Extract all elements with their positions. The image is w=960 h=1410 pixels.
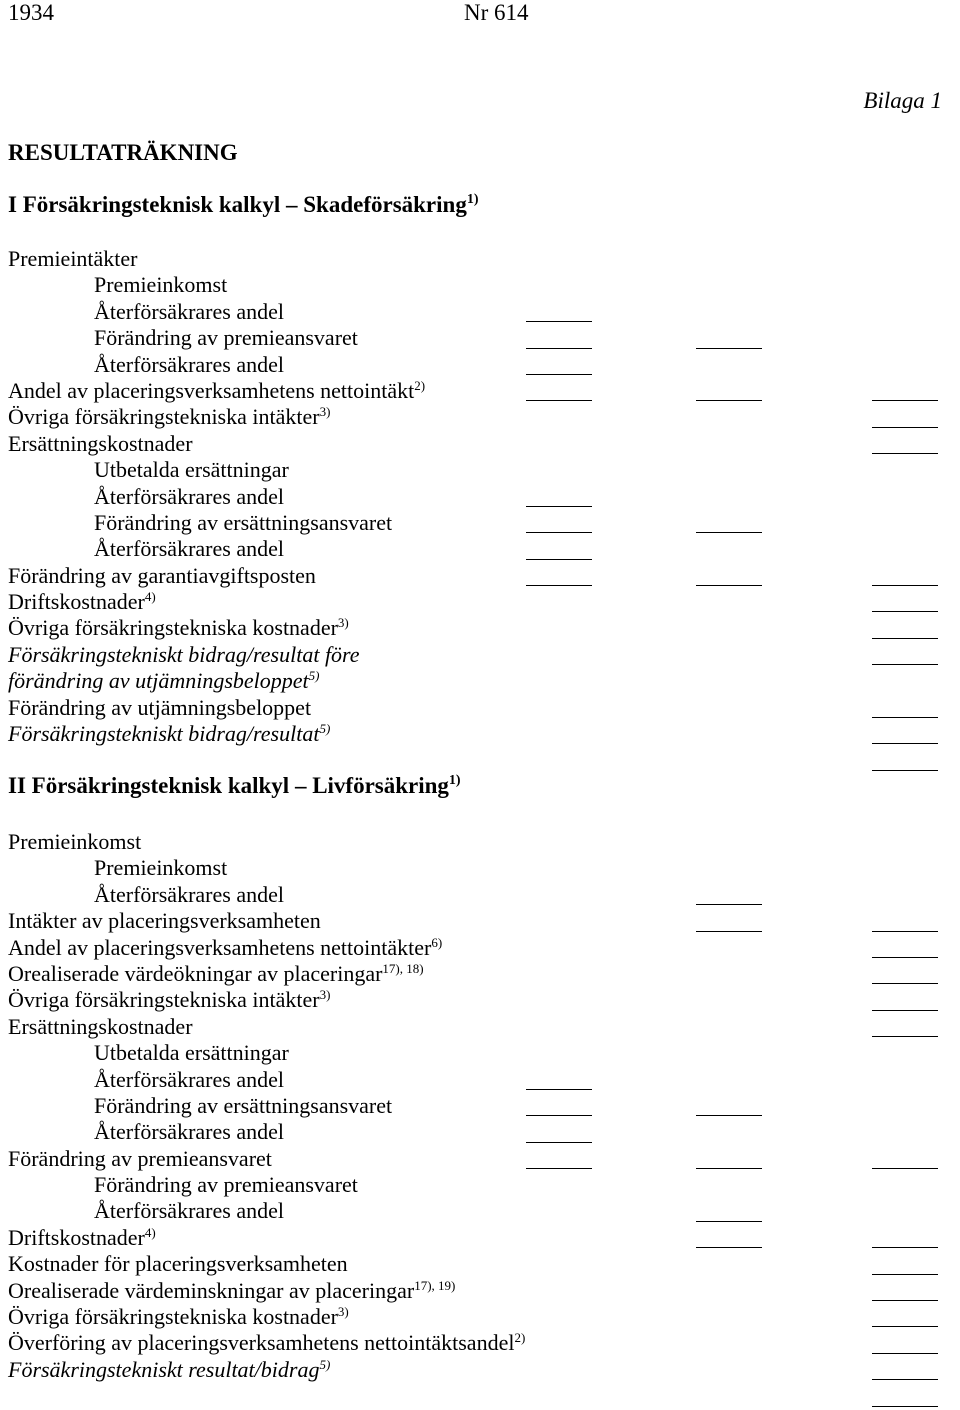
amount-blank-line — [872, 743, 938, 744]
line-item-label: Återförsäkrares andel — [94, 536, 284, 562]
page-year: 1934 — [8, 0, 54, 25]
footnote-ref: 5) — [308, 668, 320, 684]
amount-blank-line — [872, 1168, 938, 1169]
amount-blank-line — [872, 957, 938, 958]
amount-blank-line — [872, 770, 938, 771]
line-item-label: Premieinkomst — [94, 855, 228, 881]
line-item — [8, 272, 960, 298]
document-title: RESULTATRÄKNING — [8, 140, 238, 165]
amount-blank-line — [696, 1221, 762, 1222]
amount-blank-line — [526, 532, 592, 533]
line-item — [8, 987, 960, 1013]
line-item — [8, 1357, 960, 1383]
line-item — [8, 404, 960, 430]
footnote-ref: 4) — [144, 589, 156, 605]
line-item-label: Försäkringstekniskt bidrag/resultat före — [8, 641, 360, 667]
line-item-label: Återförsäkrares andel — [94, 483, 284, 509]
line-item — [8, 1146, 960, 1172]
amount-blank-line — [872, 664, 938, 665]
footnote-ref: 6) — [431, 934, 443, 950]
amount-blank-line — [872, 1247, 938, 1248]
line-item-label: Förändring av garantiavgiftsposten — [8, 562, 316, 588]
amount-blank-line — [872, 427, 938, 428]
line-item-label: Driftskostnader$^{4)}$ — [8, 589, 156, 615]
line-item — [8, 352, 960, 378]
line-item-label: Premieinkomst — [94, 272, 228, 298]
amount-blank-line — [872, 585, 938, 586]
line-item-label: förändring av utjämningsbeloppet$^{5)}$ — [8, 668, 320, 694]
line-item-label: Kostnader för placeringsverksamheten — [8, 1251, 348, 1277]
line-item-label: Andel av placeringsverksamhetens nettointäkter$^{6)}$ — [8, 934, 443, 960]
appendix-label: Bilaga 1 — [863, 88, 942, 113]
amount-blank-line — [696, 1115, 762, 1116]
amount-blank-line — [526, 374, 592, 375]
line-item-label: Överföring av placeringsverksamhetens nettointäktsandel$^{2)}$ — [8, 1330, 526, 1356]
line-item — [8, 325, 960, 351]
heading-footnote: 1) — [466, 192, 479, 207]
section-heading-life: II Försäkringsteknisk kalkyl – Livförsäkring$^{1)}$ — [8, 773, 461, 798]
amount-blank-line — [526, 559, 592, 560]
line-item — [8, 1172, 960, 1198]
line-item — [8, 589, 960, 615]
footnote-ref: 2) — [414, 377, 426, 393]
page-number: Nr 614 — [464, 0, 529, 25]
amount-blank-line — [872, 717, 938, 718]
line-item-label: Övriga försäkringstekniska intäkter$^{3)}$ — [8, 987, 331, 1013]
footnote-ref: 3) — [337, 1304, 349, 1320]
line-item — [8, 563, 960, 589]
non-life-rows — [8, 246, 960, 774]
amount-blank-line — [526, 1115, 592, 1116]
line-item-label: Förändring av premieansvaret — [94, 325, 358, 351]
line-item — [8, 935, 960, 961]
line-item-label: Utbetalda ersättningar — [94, 1040, 289, 1066]
line-item-label: Återförsäkrares andel — [94, 1066, 284, 1092]
line-item-label: Andel av placeringsverksamhetens nettointäkt$^{2)}$ — [8, 377, 426, 403]
line-item — [8, 484, 960, 510]
footnote-ref: 3) — [319, 987, 331, 1003]
footnote-ref: 3) — [319, 404, 331, 420]
line-item — [8, 1119, 960, 1145]
amount-blank-line — [872, 1379, 938, 1380]
line-item — [8, 1330, 960, 1356]
amount-blank-line — [696, 931, 762, 932]
amount-blank-line — [526, 321, 592, 322]
line-item — [8, 246, 960, 272]
life-rows — [8, 829, 960, 1410]
amount-blank-line — [526, 1089, 592, 1090]
heading-footnote: 1) — [448, 773, 461, 788]
amount-blank-line — [526, 348, 592, 349]
line-item-label: Förändring av ersättningsansvaret — [94, 1092, 393, 1118]
amount-blank-line — [872, 983, 938, 984]
amount-blank-line — [696, 1168, 762, 1169]
line-item-label: Övriga försäkringstekniska kostnader$^{3)}$ — [8, 615, 349, 641]
amount-blank-line — [526, 506, 592, 507]
line-item-label: Premieintäkter — [8, 246, 138, 271]
line-item-label: Övriga försäkringstekniska intäkter$^{3)}$ — [8, 404, 331, 430]
amount-blank-line — [696, 532, 762, 533]
line-item-label: Återförsäkrares andel — [94, 1119, 284, 1145]
line-item — [8, 961, 960, 987]
line-item — [8, 642, 960, 668]
line-item-label: Utbetalda ersättningar — [94, 457, 289, 483]
amount-blank-line — [526, 1142, 592, 1143]
line-item-label: Orealiserade värdeminskningar av placeringar$^{17), 19)}$ — [8, 1277, 456, 1303]
section-heading-non-life: I Försäkringsteknisk kalkyl – Skadeförsäkring$^{1)}$ — [8, 192, 479, 217]
line-item — [8, 457, 960, 483]
line-item — [8, 668, 960, 694]
footnote-ref: 5) — [319, 721, 331, 737]
amount-blank-line — [872, 1406, 938, 1407]
line-item — [8, 721, 960, 747]
line-item — [8, 1225, 960, 1251]
line-item — [8, 1278, 960, 1304]
amount-blank-line — [696, 904, 762, 905]
line-item-label: Förändring av ersättningsansvaret — [94, 509, 393, 535]
amount-blank-line — [872, 1300, 938, 1301]
line-item — [8, 510, 960, 536]
amount-blank-line — [872, 1036, 938, 1037]
amount-blank-line — [872, 400, 938, 401]
footnote-ref: 2) — [514, 1330, 526, 1346]
line-item-label: Övriga försäkringstekniska kostnader$^{3)}$ — [8, 1304, 349, 1330]
line-item — [8, 1251, 960, 1277]
line-item — [8, 1040, 960, 1066]
amount-blank-line — [696, 585, 762, 586]
amount-blank-line — [696, 400, 762, 401]
line-item — [8, 829, 960, 855]
line-item — [8, 299, 960, 325]
line-item-label: Återförsäkrares andel — [94, 351, 284, 377]
line-item-label: Förändring av premieansvaret — [8, 1145, 272, 1171]
amount-blank-line — [872, 1274, 938, 1275]
closing-line-row — [8, 747, 960, 773]
line-item-label: Ersättningskostnader — [8, 430, 193, 456]
line-item-label: Återförsäkrares andel — [94, 1198, 284, 1224]
line-item-label: Förändring av premieansvaret — [94, 1172, 358, 1198]
footnote-ref: 17), 18) — [382, 960, 424, 976]
line-item — [8, 1304, 960, 1330]
line-item — [8, 1093, 960, 1119]
line-item — [8, 908, 960, 934]
amount-blank-line — [872, 931, 938, 932]
amount-blank-line — [872, 1353, 938, 1354]
footnote-ref: 17), 19) — [414, 1277, 456, 1293]
line-item-label: Orealiserade värdeökningar av placeringar$^{17), 18)}$ — [8, 960, 424, 986]
line-item — [8, 1067, 960, 1093]
line-item — [8, 615, 960, 641]
line-item — [8, 855, 960, 881]
footnote-ref: 4) — [144, 1224, 156, 1240]
line-item — [8, 431, 960, 457]
line-item-label: Förändring av utjämningsbeloppet — [8, 694, 312, 720]
closing-line-row — [8, 1383, 960, 1409]
line-item — [8, 536, 960, 562]
footnote-ref: 5) — [319, 1356, 331, 1372]
line-item-label: Återförsäkrares andel — [94, 298, 284, 324]
line-item — [8, 1198, 960, 1224]
line-item-label: Premieinkomst — [8, 829, 142, 854]
amount-blank-line — [526, 1168, 592, 1169]
amount-blank-line — [872, 1326, 938, 1327]
line-item — [8, 378, 960, 404]
amount-blank-line — [872, 638, 938, 639]
line-item — [8, 882, 960, 908]
line-item-label: Ersättningskostnader — [8, 1013, 193, 1039]
footnote-ref: 3) — [337, 615, 349, 631]
line-item — [8, 1014, 960, 1040]
line-item-label: Återförsäkrares andel — [94, 881, 284, 907]
line-item-label: Försäkringstekniskt resultat/bidrag$^{5)}$ — [8, 1356, 331, 1382]
line-item-label: Driftskostnader$^{4)}$ — [8, 1224, 156, 1250]
amount-blank-line — [526, 585, 592, 586]
amount-blank-line — [872, 1010, 938, 1011]
amount-blank-line — [696, 1247, 762, 1248]
line-item — [8, 695, 960, 721]
amount-blank-line — [872, 611, 938, 612]
amount-blank-line — [696, 348, 762, 349]
line-item-label: Försäkringstekniskt bidrag/resultat$^{5)}$ — [8, 721, 331, 747]
line-item-label: Intäkter av placeringsverksamheten — [8, 908, 321, 934]
amount-blank-line — [526, 400, 592, 401]
amount-blank-line — [872, 453, 938, 454]
